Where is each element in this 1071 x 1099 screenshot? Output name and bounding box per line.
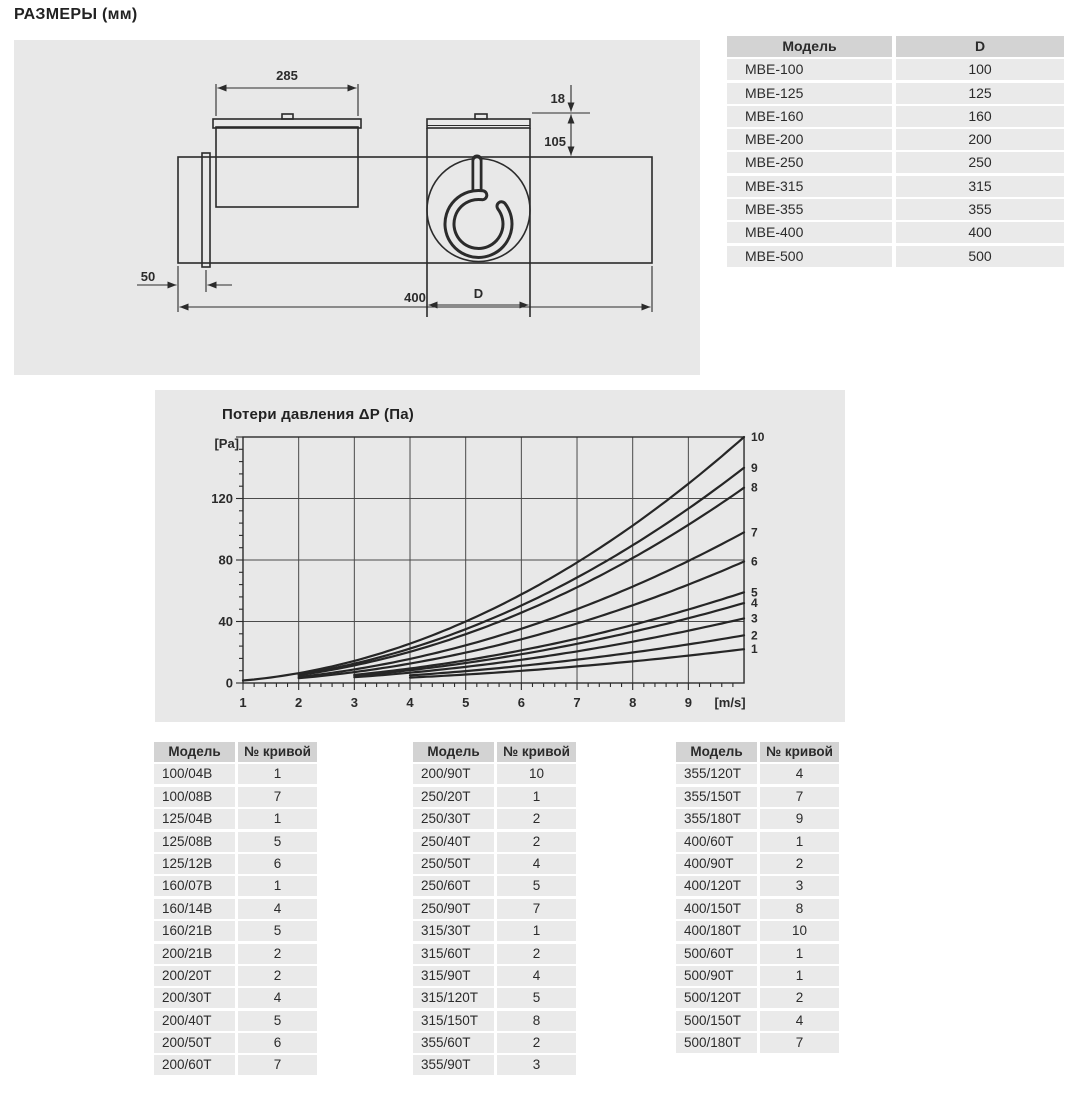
column-header: Модель [727,36,892,57]
value-cell: 1 [238,809,317,829]
y-tick-label: 0 [225,675,233,691]
diameter-dim-label: D [473,286,484,301]
model-cell: 400/90Т [676,854,757,874]
y-axis-unit: [Pa] [214,436,239,451]
model-diameter-table [727,36,1064,267]
model-cell: 400/150Т [676,899,757,919]
value-cell: 1 [497,921,576,941]
model-cell: 160/21В [154,921,235,941]
value-cell: 1 [238,876,317,896]
model-cell: 315/120Т [413,988,494,1008]
value-cell: 2 [760,854,839,874]
side-view-dimensions [137,84,652,312]
column-header: D [896,36,1064,57]
value-cell: 2 [497,809,576,829]
x-tick-label: 3 [350,695,358,710]
value-cell: 3 [497,1055,576,1075]
curve-label: 6 [751,554,758,569]
model-cell: 315/150Т [413,1011,494,1031]
value-cell: 1 [760,966,839,986]
model-cell: 315/30Т [413,921,494,941]
value-cell: 7 [238,1055,317,1075]
side-view [178,114,652,267]
model-cell: 500/120Т [676,988,757,1008]
model-cell: 250/90Т [413,899,494,919]
model-cell: 200/21В [154,944,235,964]
x-tick-label: 2 [295,695,303,710]
value-cell: 9 [760,809,839,829]
heating-element-symbol [449,160,507,253]
x-tick-label: 1 [239,695,247,710]
column-header: № кривой [760,742,839,762]
pressure-curve-4 [354,603,744,676]
value-cell: 10 [760,921,839,941]
value-cell: 160 [896,106,1064,127]
model-cell: МВЕ-500 [727,246,892,267]
curve-label: 1 [751,642,758,657]
value-cell: 1 [238,764,317,784]
curve-number-table-3 [676,742,839,1053]
model-cell: 200/90Т [413,764,494,784]
value-cell: 200 [896,129,1064,150]
value-cell: 5 [497,876,576,896]
model-cell: 125/12В [154,854,235,874]
y-tick-label: 120 [211,491,233,506]
value-cell: 4 [238,988,317,1008]
column-header: № кривой [238,742,317,762]
column-header: Модель [676,742,757,762]
box-width-dim-label: 285 [276,68,298,83]
duct-length-dim-label: 400 [404,290,426,305]
value-cell: 8 [760,899,839,919]
model-cell: МВЕ-160 [727,106,892,127]
value-cell: 1 [497,787,576,807]
model-cell: МВЕ-250 [727,152,892,173]
model-cell: 355/120Т [676,764,757,784]
x-tick-label: 6 [517,695,525,710]
column-header: № кривой [497,742,576,762]
model-cell: 400/180Т [676,921,757,941]
model-cell: 160/07В [154,876,235,896]
model-cell: 400/60Т [676,832,757,852]
value-cell: 7 [238,787,317,807]
value-cell: 5 [238,921,317,941]
x-tick-label: 8 [629,695,637,710]
x-tick-label: 7 [573,695,581,710]
value-cell: 4 [497,854,576,874]
value-cell: 5 [238,832,317,852]
model-cell: 100/08В [154,787,235,807]
y-tick-label: 80 [218,552,233,568]
x-axis-unit: [m/s] [714,695,746,710]
front-view-dimensions [429,85,591,305]
value-cell: 250 [896,152,1064,173]
model-cell: 200/50Т [154,1033,235,1053]
value-cell: 7 [760,787,839,807]
model-cell: 200/30Т [154,988,235,1008]
value-cell: 4 [497,966,576,986]
curve-label: 10 [751,430,765,444]
model-cell: 500/180Т [676,1033,757,1053]
model-cell: 355/90Т [413,1055,494,1075]
model-cell: 250/40Т [413,832,494,852]
value-cell: 5 [238,1011,317,1031]
value-cell: 10 [497,764,576,784]
model-cell: 355/60Т [413,1033,494,1053]
pressure-curve-10 [243,437,744,681]
curve-label: 2 [751,628,758,643]
x-tick-label: 5 [462,695,470,710]
value-cell: 355 [896,199,1064,220]
value-cell: 2 [497,1033,576,1053]
page-title: РАЗМЕРЫ (мм) [14,6,138,23]
model-cell: 200/20Т [154,966,235,986]
model-cell: МВЕ-100 [727,59,892,80]
model-cell: МВЕ-125 [727,83,892,104]
curve-label: 4 [751,596,758,611]
curve-number-table-2 [413,742,576,1075]
dimensions-drawing-panel [14,40,700,375]
value-cell: 8 [497,1011,576,1031]
model-cell: 100/04В [154,764,235,784]
value-cell: 1 [760,832,839,852]
model-cell: МВЕ-400 [727,222,892,243]
value-cell: 3 [760,876,839,896]
column-header: Модель [413,742,494,762]
value-cell: 315 [896,176,1064,197]
value-cell: 2 [238,966,317,986]
value-cell: 6 [238,854,317,874]
model-cell: 500/150Т [676,1011,757,1031]
value-cell: 7 [760,1033,839,1053]
model-cell: 500/90Т [676,966,757,986]
model-cell: МВЕ-355 [727,199,892,220]
model-cell: 250/20Т [413,787,494,807]
value-cell: 2 [238,944,317,964]
value-cell: 500 [896,246,1064,267]
pressure-loss-chart-panel [155,390,845,722]
value-cell: 2 [497,832,576,852]
lid-height-dim-label: 18 [550,91,565,106]
model-cell: 500/60Т [676,944,757,964]
value-cell: 4 [238,899,317,919]
model-cell: 315/60Т [413,944,494,964]
model-cell: 355/150Т [676,787,757,807]
value-cell: 6 [238,1033,317,1053]
model-cell: 250/50Т [413,854,494,874]
model-cell: 250/60Т [413,876,494,896]
chart-title: Потери давления ΔP (Па) [222,406,414,423]
dimensions-drawing [14,40,700,375]
curve-label: 7 [751,525,758,540]
curve-label: 3 [751,611,758,626]
column-header: Модель [154,742,235,762]
value-cell: 4 [760,764,839,784]
curve-label: 9 [751,460,758,475]
value-cell: 2 [497,944,576,964]
box-height-dim-label: 105 [544,134,566,149]
curve-label: 5 [751,585,758,600]
value-cell: 2 [760,988,839,1008]
model-cell: 125/04В [154,809,235,829]
y-tick-label: 40 [218,614,233,629]
model-cell: 125/08В [154,832,235,852]
model-cell: 400/120Т [676,876,757,896]
model-cell: 200/60Т [154,1055,235,1075]
model-cell: 160/14В [154,899,235,919]
value-cell: 5 [497,988,576,1008]
model-cell: 250/30Т [413,809,494,829]
value-cell: 7 [497,899,576,919]
model-cell: 355/180Т [676,809,757,829]
value-cell: 125 [896,83,1064,104]
value-cell: 400 [896,222,1064,243]
curve-label: 8 [751,480,758,495]
value-cell: 100 [896,59,1064,80]
x-tick-label: 9 [684,695,692,710]
x-tick-label: 4 [406,695,414,710]
value-cell: 4 [760,1011,839,1031]
model-cell: МВЕ-200 [727,129,892,150]
model-cell: МВЕ-315 [727,176,892,197]
value-cell: 1 [760,944,839,964]
pressure-loss-chart [155,390,845,722]
model-cell: 200/40Т [154,1011,235,1031]
flange-offset-dim-label: 50 [140,269,156,284]
curve-number-table-1 [154,742,317,1075]
model-cell: 315/90Т [413,966,494,986]
